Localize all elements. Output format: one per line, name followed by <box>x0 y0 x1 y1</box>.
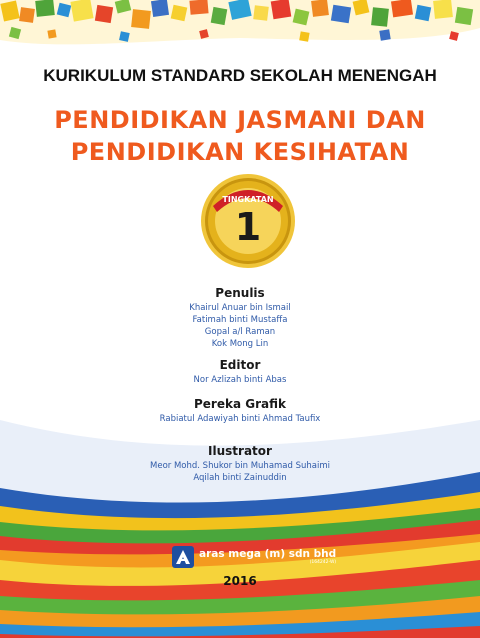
graphic-designer-name: Rabiatul Adawiyah binti Ahmad Taufix <box>159 414 321 424</box>
book-title-line-2: PENDIDIKAN KESIHATAN <box>70 138 410 166</box>
publisher-mark <box>172 542 336 572</box>
publisher-name: aras mega (m) sdn bhd <box>199 548 337 560</box>
credits-editor <box>90 358 390 386</box>
credit-heading-editor: Editor <box>219 358 261 372</box>
illustrator-name: Meor Mohd. Shukor bin Muhamad Suhaimi <box>150 461 330 471</box>
medal-number: 1 <box>234 205 262 249</box>
credit-heading-graphic-designer: Pereka Grafik <box>194 397 286 411</box>
credits-illustrators <box>90 444 390 484</box>
form-level-medal <box>199 172 297 270</box>
publication-year: 2016 <box>223 574 257 588</box>
publisher-logo-icon <box>172 546 194 568</box>
illustrator-name: Aqilah binti Zainuddin <box>193 473 287 483</box>
top-mosaic-decoration <box>0 0 480 62</box>
credits-writers <box>90 286 390 350</box>
curriculum-series-label: KURIKULUM STANDARD SEKOLAH MENENGAH <box>43 66 437 85</box>
publisher-registration: (164242-W) <box>309 560 337 565</box>
writer-name: Kok Mong Lin <box>211 339 269 349</box>
editor-name: Nor Azlizah binti Abas <box>193 375 287 385</box>
writer-name: Khairul Anuar bin Ismail <box>189 303 291 313</box>
credit-heading-writers: Penulis <box>215 286 265 300</box>
book-title-line-1: PENDIDIKAN JASMANI DAN <box>54 106 426 134</box>
writer-name: Fatimah binti Mustaffa <box>192 315 288 325</box>
medal-ribbon-text: TINGKATAN <box>222 195 274 204</box>
credit-heading-illustrators: Ilustrator <box>208 444 272 458</box>
writer-name: Gopal a/l Raman <box>204 327 276 337</box>
